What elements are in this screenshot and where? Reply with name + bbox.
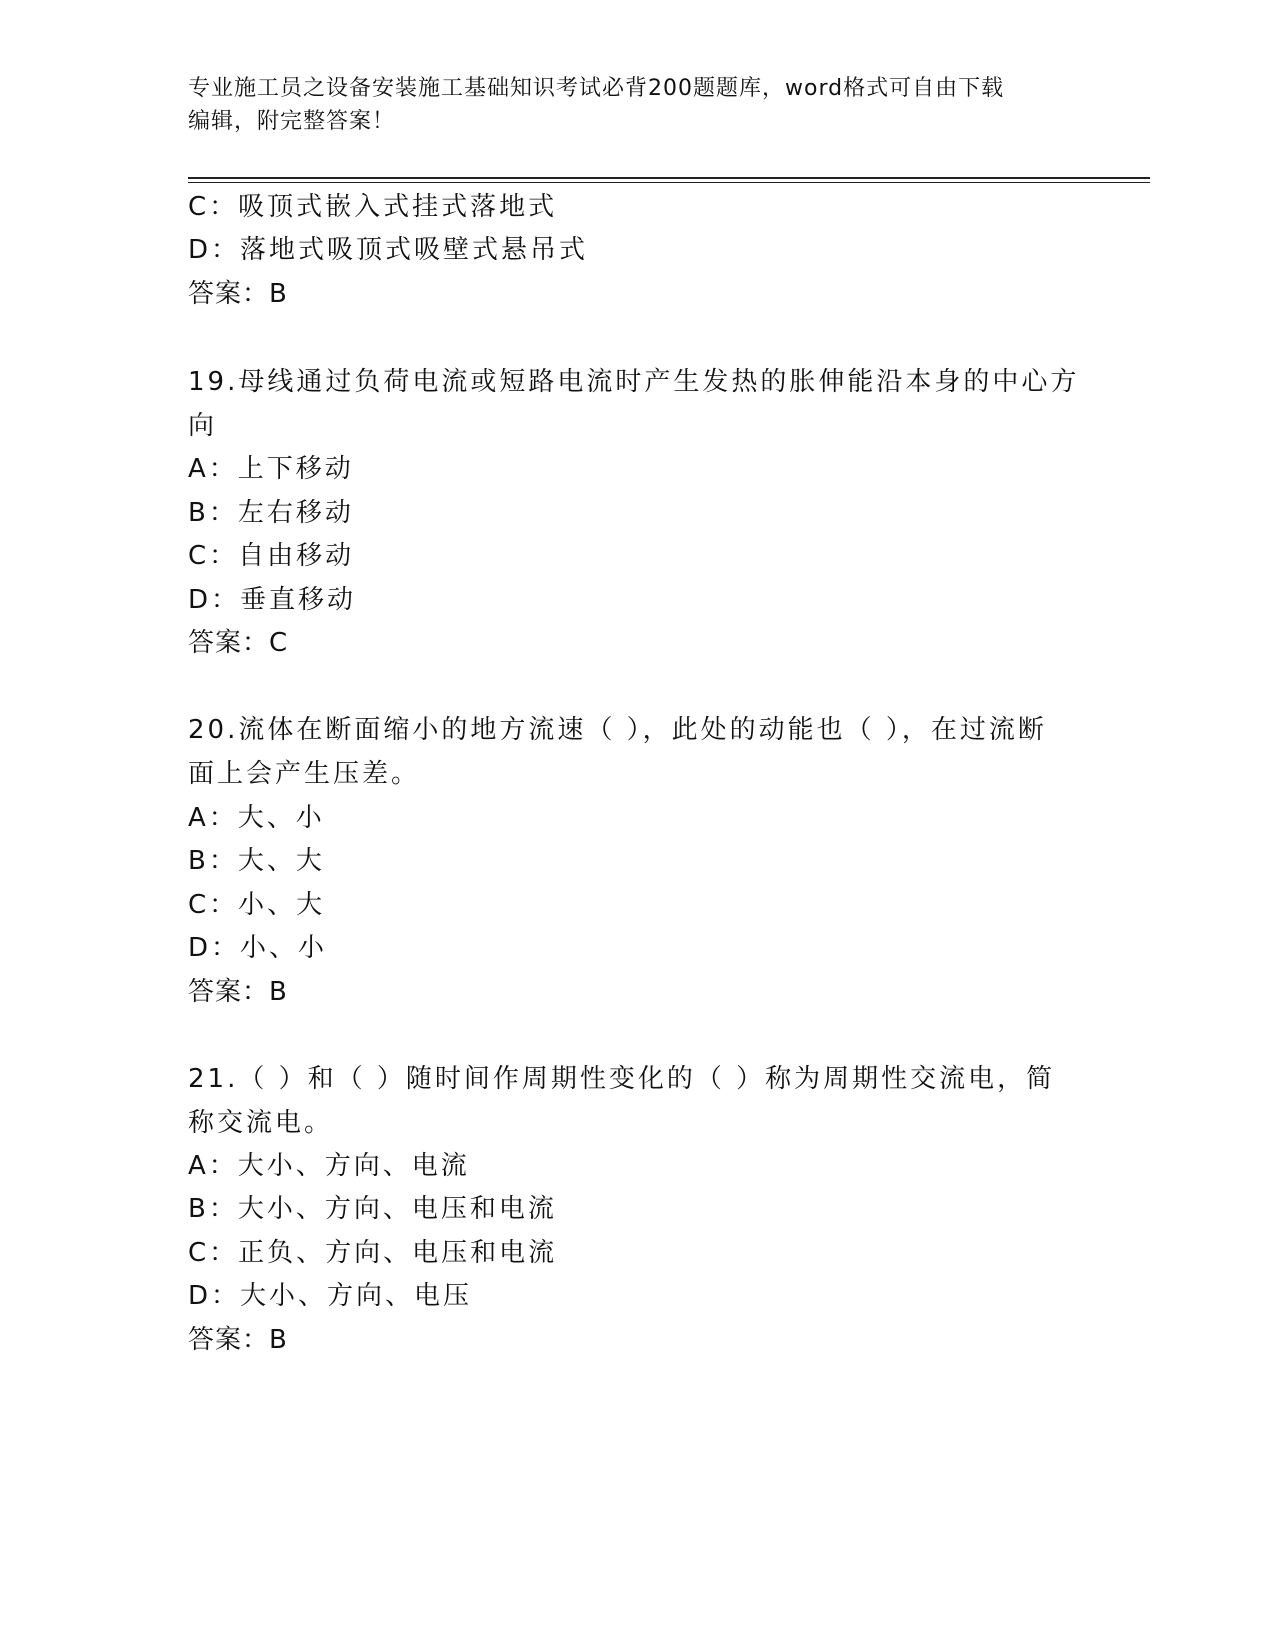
header-title-line-1: 专业施工员之设备安装施工基础知识考试必背200题题库，word格式可自由下载	[188, 76, 1005, 101]
header-title-line-2: 编辑，附完整答案！	[188, 109, 396, 134]
q19-answer: 答案：C	[188, 628, 289, 658]
q21-option-d: D：大小、方向、电压	[188, 1281, 473, 1311]
q18-option-c: C：吸顶式嵌入式挂式落地式	[188, 192, 558, 222]
q20-option-c: C：小、大	[188, 890, 326, 920]
q18-answer: 答案：B	[188, 279, 288, 309]
q19-stem-line-1: 19.母线通过负荷电流或短路电流时产生发热的胀伸能沿本身的中心方	[188, 367, 1080, 397]
q21-option-a: A：大小、方向、电流	[188, 1151, 470, 1181]
q20-answer: 答案：B	[188, 977, 288, 1007]
header-divider-thick	[188, 177, 1150, 179]
q19-stem-line-2: 向	[188, 411, 218, 441]
q19-option-a: A：上下移动	[188, 454, 354, 484]
q20-stem-line-1: 20.流体在断面缩小的地方流速（ ），此处的动能也（ ），在过流断	[188, 715, 1047, 745]
header-divider-thin	[188, 182, 1150, 183]
q21-option-c: C：正负、方向、电压和电流	[188, 1238, 558, 1268]
q21-option-b: B：大小、方向、电压和电流	[188, 1194, 557, 1224]
q19-option-b: B：左右移动	[188, 498, 354, 528]
q20-option-a: A：大、小	[188, 803, 325, 833]
q20-stem-line-2: 面上会产生压差。	[188, 759, 421, 789]
q21-stem-line-2: 称交流电。	[188, 1108, 334, 1138]
q19-option-d: D：垂直移动	[188, 585, 357, 615]
q21-stem-line-1: 21.（ ）和（ ）随时间作周期性变化的（ ）称为周期性交流电，简	[188, 1064, 1056, 1094]
q19-option-c: C：自由移动	[188, 541, 355, 571]
q18-option-d: D：落地式吸顶式吸壁式悬吊式	[188, 235, 589, 265]
q21-answer: 答案：B	[188, 1325, 288, 1355]
q20-option-d: D：小、小	[188, 933, 328, 963]
q20-option-b: B：大、大	[188, 846, 325, 876]
document-header	[188, 72, 1088, 138]
